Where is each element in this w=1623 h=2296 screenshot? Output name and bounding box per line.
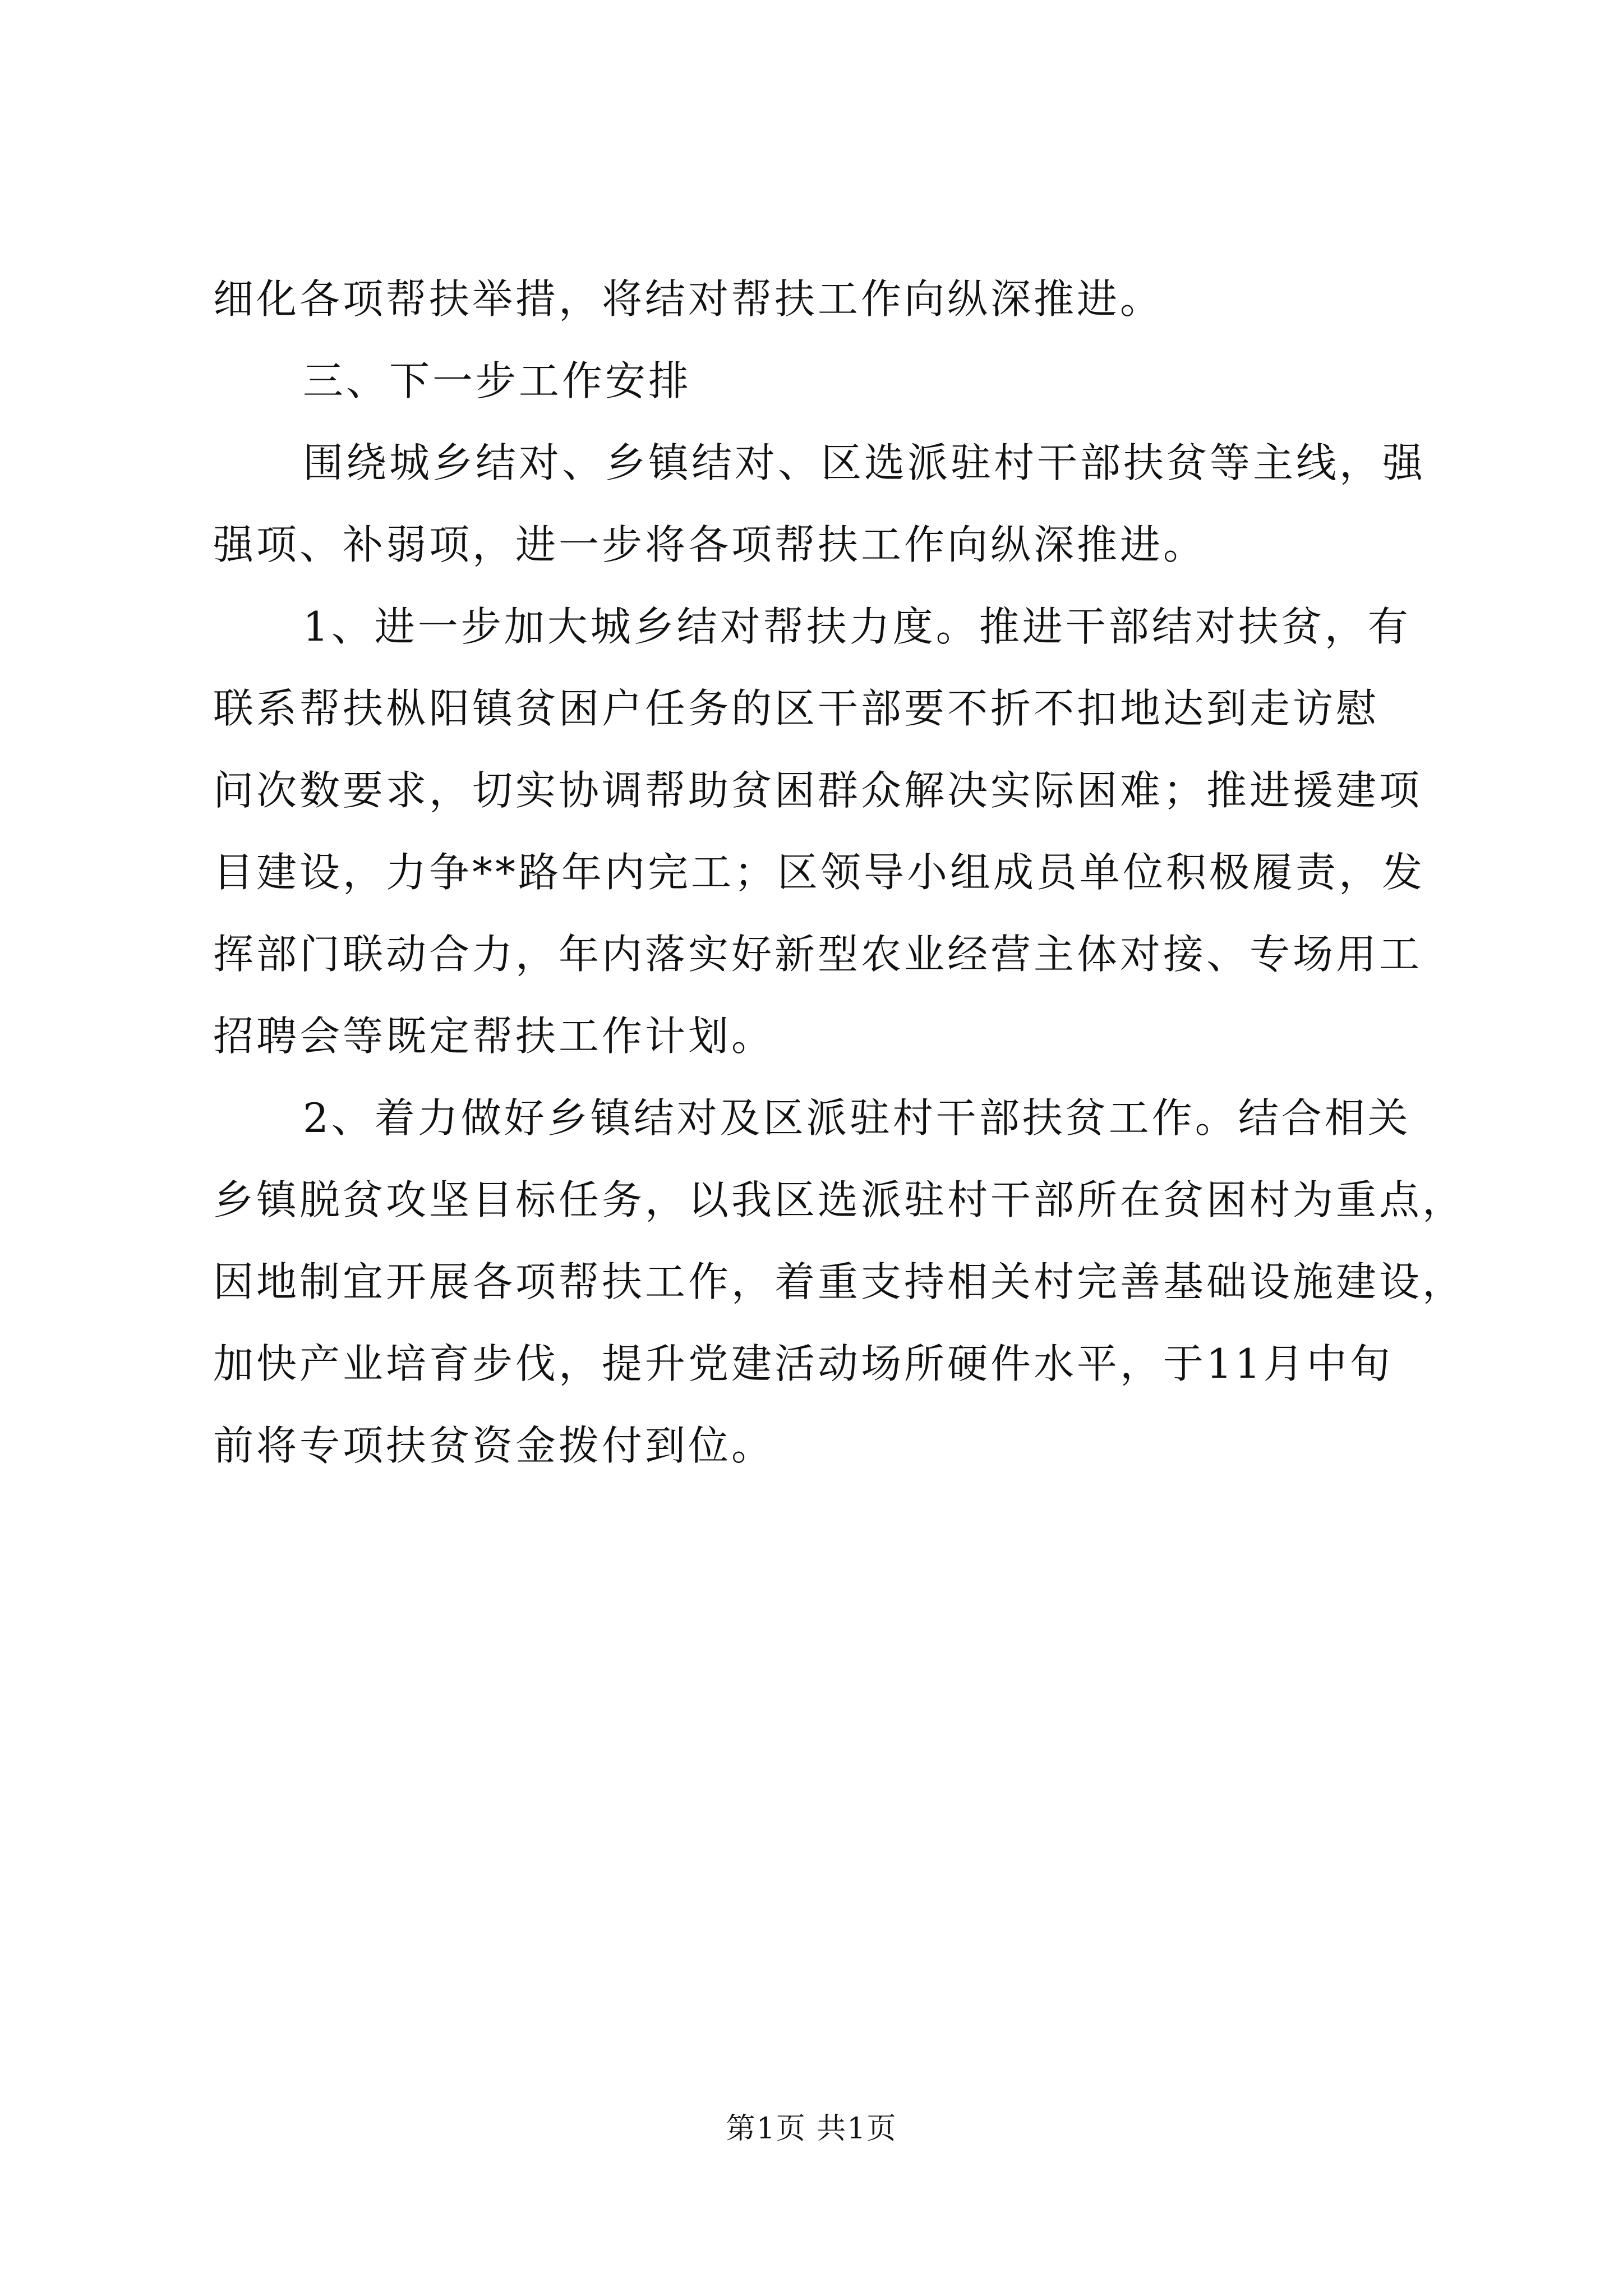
text-line: 招聘会等既定帮扶工作计划。 [213,1013,775,1060]
paragraph-item-1 [213,586,1426,1077]
text-line: 加快产业培育步伐，提升党建活动场所硬件水平，于11月中旬 [213,1340,1393,1387]
text-line: 问次数要求，切实协调帮助贫困群众解决实际困难；推进援建项 [213,767,1423,814]
text-line: 强项、补弱项，进一步将各项帮扶工作向纵深推进。 [213,521,1207,568]
paragraph-continuation [213,258,1419,340]
text-line: 挥部门联动合力，年内落实好新型农业经营主体对接、专场用工 [213,931,1423,978]
document-body [213,258,1466,1487]
page-number-label: 第1页 共1页 [726,2112,897,2146]
text-line: 联系帮扶枞阳镇贫困户任务的区干部要不折不扣地达到走访慰 [213,685,1380,732]
paragraph-item-2 [213,1077,1466,1487]
text-line: 2、着力做好乡镇结对及区派驻村干部扶贫工作。结合相关 [303,1094,1411,1142]
text-line: 前将专项扶贫资金拨付到位。 [213,1422,775,1469]
text-line: 乡镇脱贫攻坚目标任务，以我区选派驻村干部所在贫困村为重点， [213,1176,1466,1223]
text-line: 目建设，力争**路年内完工；区领导小组成员单位积极履责，发 [213,849,1426,896]
paragraph-intro [213,422,1426,586]
text-line: 因地制宜开展各项帮扶工作，着重支持相关村完善基础设施建设， [213,1258,1466,1305]
text-line: 1、进一步加大城乡结对帮扶力度。推进干部结对扶贫，有 [303,603,1411,650]
section-heading [213,340,1419,422]
text-line: 细化各项帮扶举措，将结对帮扶工作向纵深推进。 [213,275,1164,323]
page-footer [0,2109,1623,2148]
text-line: 围绕城乡结对、乡镇结对、区选派驻村干部扶贫等主线，强 [303,439,1426,486]
heading-next-steps: 三、下一步工作安排 [303,357,692,404]
